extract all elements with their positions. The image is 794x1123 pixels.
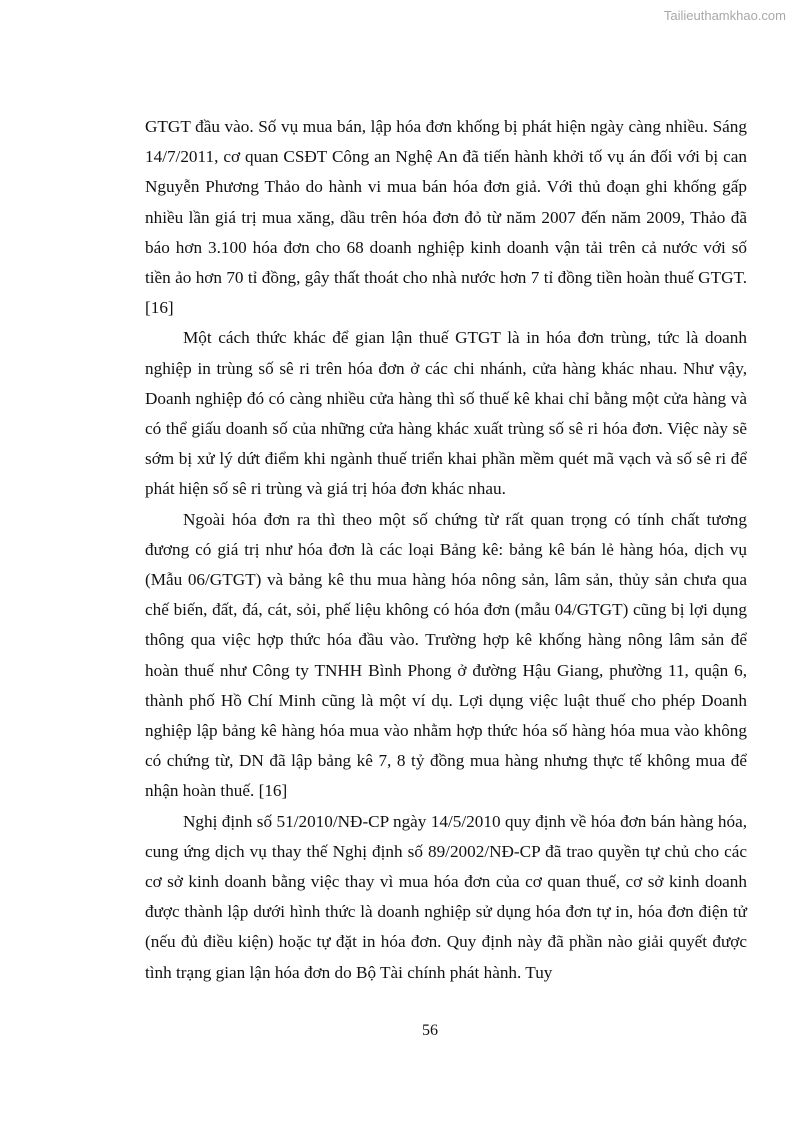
paragraph-2: Một cách thức khác để gian lận thuế GTGT là in hóa đơn trùng, tức là doanh nghiệp in trùng số sê ri trên hóa đơn ở các chi nhánh, cửa hàng khác nhau. Như vậy, Doanh nghiệp đó có càng nhiều cửa hàng thì số thuế kê khai chỉ bằng một cửa hàng và có thể giấu doanh số của những cửa hàng khác xuất trùng số sê ri hóa đơn. Việc này sẽ sớm bị xử lý dứt điểm khi ngành thuế triển khai phần mềm quét mã vạch và số sê ri để phát hiện số sê ri trùng và giá trị hóa đơn khác nhau. [145, 328, 747, 499]
paragraph-3: Ngoài hóa đơn ra thì theo một số chứng từ rất quan trọng có tính chất tương đương có giá trị như hóa đơn là các loại Bảng kê: bảng kê bán lẻ hàng hóa, dịch vụ (Mẫu 06/GTGT) và bảng kê thu mua hàng hóa nông sản, lâm sản, thủy sản chưa qua chế biến, đất, đá, cát, sỏi, phế liệu không có hóa đơn (mẫu 04/GTGT) cũng bị lợi dụng thông qua việc hợp thức hóa đầu vào. Trường hợp kê khống hàng nông lâm sản để hoàn thuế như Công ty TNHH Bình Phong ở đường Hậu Giang, phường 11, quận 6, thành phố Hồ Chí Minh cũng là một ví dụ. Lợi dụng việc luật thuế cho phép Doanh nghiệp lập bảng kê hàng hóa mua vào nhằm hợp thức hóa số hàng hóa mua vào không có chứng từ, DN đã lập bảng kê 7, 8 tỷ đồng mua hàng nhưng thực tế không mua để nhận hoàn thuế. [16] [145, 509, 747, 801]
document-body [145, 112, 747, 988]
watermark: Tailieuthamkhao.com [663, 8, 786, 23]
paragraph-1: GTGT đầu vào. Số vụ mua bán, lập hóa đơn khống bị phát hiện ngày càng nhiều. Sáng 14/7/2011, cơ quan CSĐT Công an Nghệ An đã tiến hành khởi tố vụ án đối với bị can Nguyễn Phương Thảo do hành vi mua bán hóa đơn giả. Với thủ đoạn ghi khống gấp nhiều lần giá trị mua xăng, dầu trên hóa đơn đỏ từ năm 2007 đến năm 2009, Thảo đã báo hơn 3.100 hóa đơn cho 68 doanh nghiệp kinh doanh vận tải trên cả nước với số tiền ảo hơn 70 tỉ đồng, gây thất thoát cho nhà nước hơn 7 tỉ đồng tiền hoàn thuế GTGT. [16] [145, 117, 747, 318]
paragraph-4: Nghị định số 51/2010/NĐ-CP ngày 14/5/2010 quy định về hóa đơn bán hàng hóa, cung ứng dịch vụ thay thế Nghị định số 89/2002/NĐ-CP đã trao quyền tự chủ cho các cơ sở kinh doanh bằng việc thay vì mua hóa đơn của cơ quan thuế, cơ sở kinh doanh được thành lập dưới hình thức là doanh nghiệp sử dụng hóa đơn tự in, hóa đơn điện tử (nếu đủ điều kiện) hoặc tự đặt in hóa đơn. Quy định này đã phần nào giải quyết được tình trạng gian lận hóa đơn do Bộ Tài chính phát hành. Tuy [145, 811, 747, 982]
page-number: 56 [422, 1022, 438, 1039]
